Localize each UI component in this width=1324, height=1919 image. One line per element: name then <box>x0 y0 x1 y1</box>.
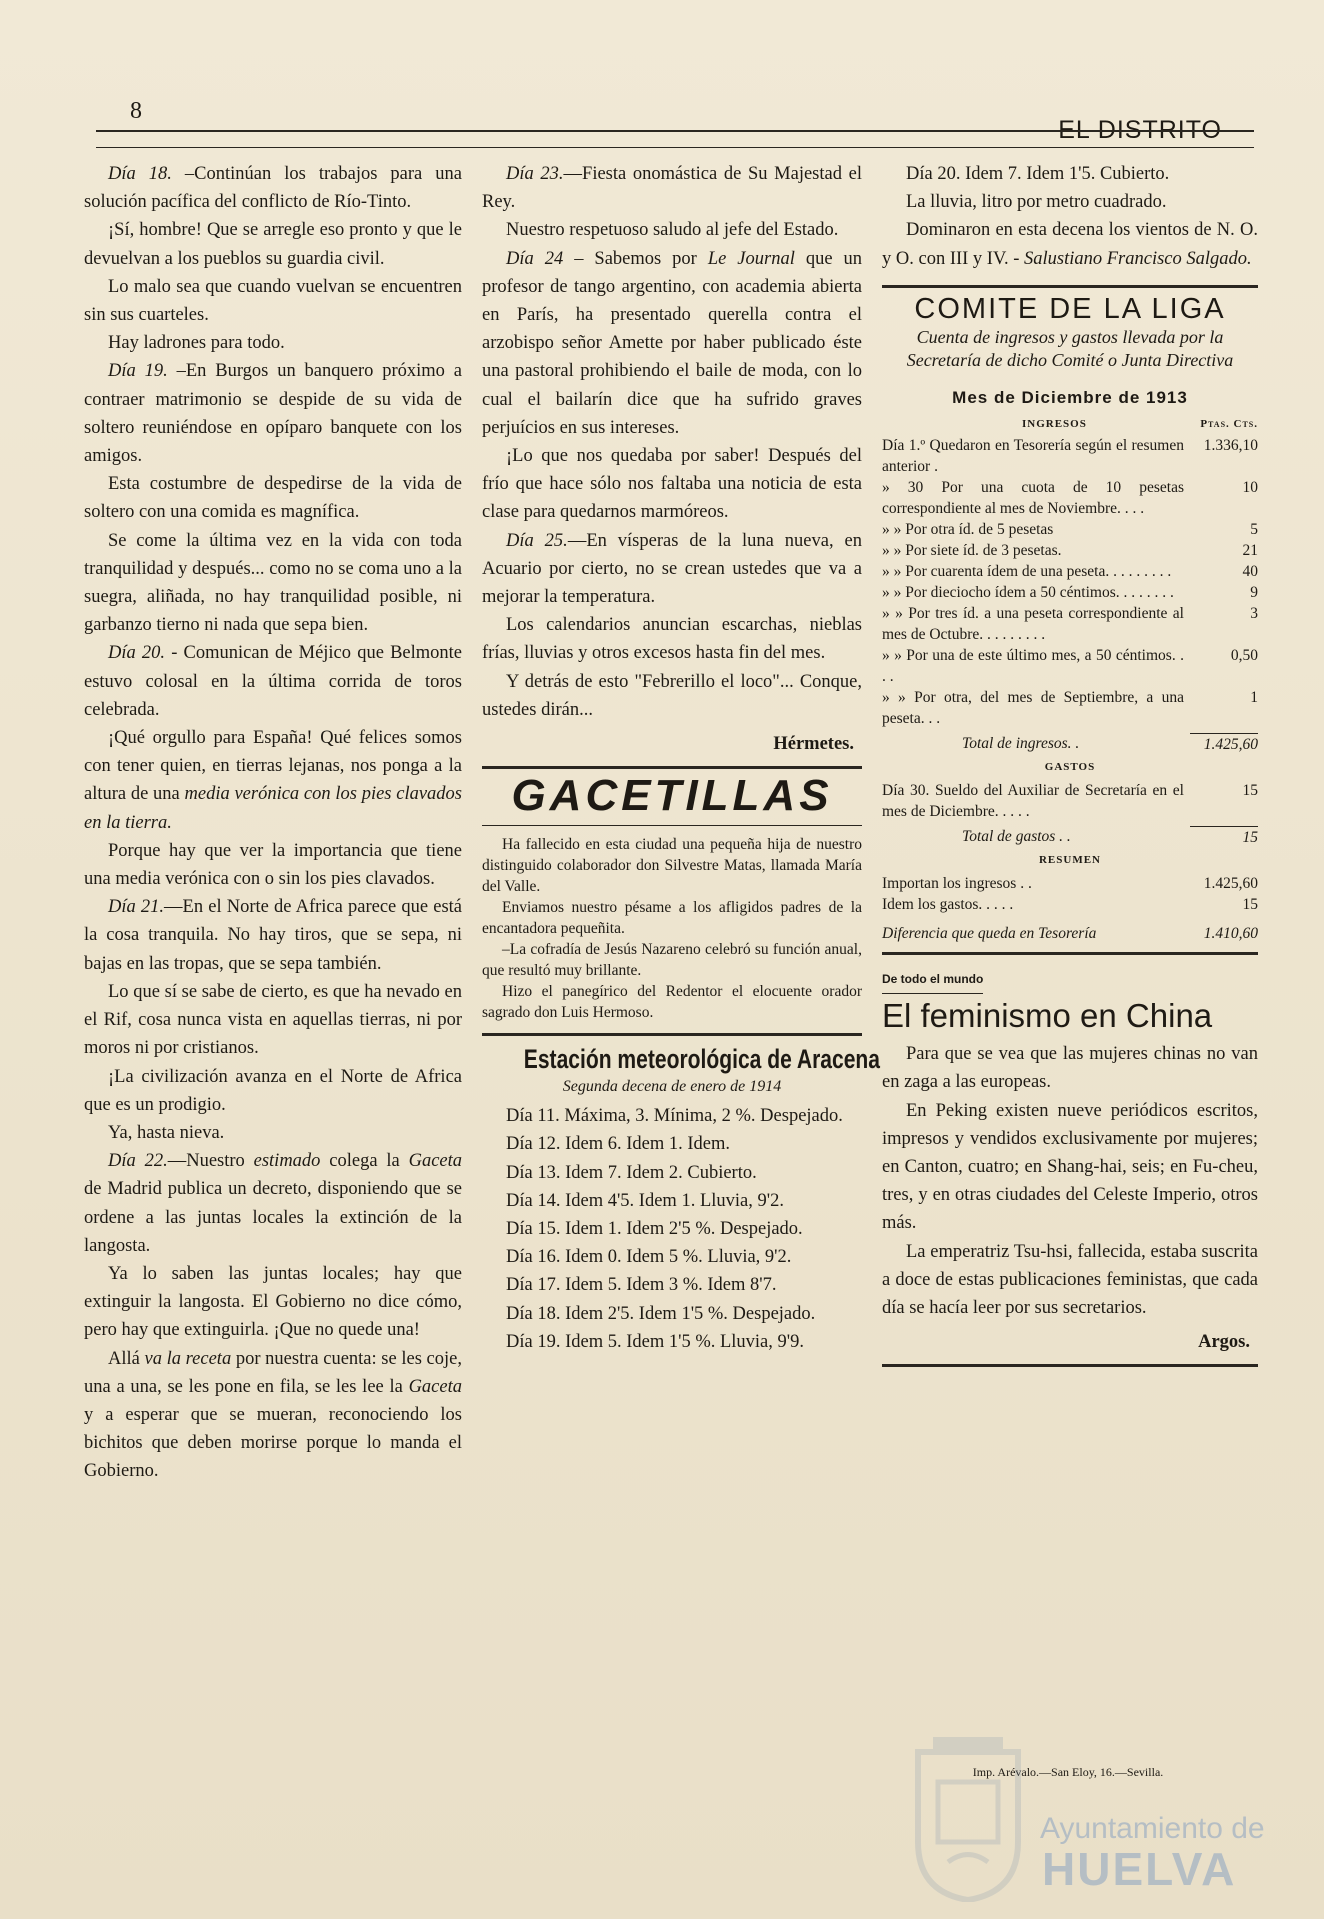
chronicle-paragraph: Se come la última vez en la vida con toda tranquilidad y después... como no se coma uno a la suegra, aliñada, no hay tranquilidad posible, ni garbanzo tierno ni nada que sepa bien. <box>84 530 462 636</box>
ingreso-row-amount: 1.336,10 <box>1203 437 1258 455</box>
chronicle-paragraph: Nuestro respetuoso saludo al jefe del Estado. <box>506 220 839 241</box>
ingreso-row-amount: 21 <box>1242 542 1258 560</box>
ingreso-row-desc: » » Por otra, del mes de Septiembre, a una peseta. . . <box>882 689 1184 728</box>
chronicle-paragraph: Esta costumbre de despedirse de la vida de soltero con una comida es magnífica. <box>84 474 462 523</box>
ingreso-row-desc: » » Por una de este último mes, a 50 céntimos. . . . <box>882 647 1184 686</box>
ingreso-row-amount: 1 <box>1250 689 1258 707</box>
section-rule <box>882 1364 1258 1367</box>
column-left <box>84 160 462 1486</box>
section-rule-thin <box>482 825 862 826</box>
gasto-row-desc: Día 30. Sueldo del Auxiliar de Secretaría en el mes de Diciembre. . . . . <box>882 782 1184 821</box>
daily-chronicle <box>84 160 462 1486</box>
ingreso-row <box>882 540 1258 561</box>
total-gastos-row <box>882 826 1258 848</box>
estacion-subtitle: Segunda decena de enero de 1914 <box>562 1078 782 1096</box>
ingreso-row-desc: » » Por dieciocho ídem a 50 céntimos. . . . . . . . <box>882 584 1174 602</box>
chronicle-paragraph: ¡Qué orgullo para España! Qué felices somos con tener quien, en tierras lejanas, nos ponga a la altura de una media verónica con los pies clavados en la tierra. <box>84 728 462 833</box>
weather-entry: Día 15. Idem 1. Idem 2'5 %. Despejado. <box>506 1219 803 1240</box>
gacetillas-title: GACETILLAS <box>511 771 833 821</box>
gastos-label: GASTOS <box>1044 761 1096 774</box>
gacetillas-body <box>482 834 862 1023</box>
feminismo-title: El feminismo en China <box>882 997 1213 1035</box>
page-number: 8 <box>130 98 142 124</box>
gasto-row <box>882 780 1258 822</box>
ingreso-row-amount: 10 <box>1242 479 1258 497</box>
gacetilla-paragraph: –La cofradía de Jesús Nazareno celebró su función anual, que resultó muy brillante. <box>482 941 862 980</box>
ingreso-row-desc: » » Por siete íd. de 3 pesetas. <box>882 542 1062 560</box>
weather-entry: Día 17. Idem 5. Idem 3 %. Idem 8'7. <box>506 1275 777 1296</box>
city-crest-icon <box>908 1732 1028 1902</box>
weather-entry: La lluvia, litro por metro cuadrado. <box>906 192 1167 213</box>
gacetilla-paragraph: Ha fallecido en esta ciudad una pequeña hija de nuestro distinguido colaborador don Silvestre Matas, llamada María del Valle. <box>482 836 862 896</box>
chronicle-paragraph: Lo que sí se sabe de cierto, es que ha nevado en el Rif, cosa nunca vista en aquellas tierras, ni por moros ni por cristianos. <box>84 981 462 1059</box>
chronicle-paragraph: Ya, hasta nieva. <box>108 1122 225 1143</box>
section-label: De todo el mundo <box>882 965 983 994</box>
ingreso-row-desc: » » Por cuarenta ídem de una peseta. . . . . . . . . <box>882 563 1172 581</box>
chronicle-paragraph: Hay ladrones para todo. <box>108 333 285 354</box>
section-rule <box>482 1033 862 1036</box>
ingreso-row-desc: » » Por otra íd. de 5 pesetas <box>882 521 1054 539</box>
chronicle-paragraph: ¡La civilización avanza en el Norte de Africa que es un prodigio. <box>84 1066 462 1115</box>
resumen-list <box>882 873 1258 915</box>
weather-entry: Día 19. Idem 5. Idem 1'5 %. Lluvia, 9'9. <box>506 1331 804 1352</box>
weather-entries <box>482 1102 862 1356</box>
ingreso-row <box>882 603 1258 645</box>
ingreso-row <box>882 435 1258 477</box>
liga-subtitle: Cuenta de ingresos y gastos llevada por la Secretaría de dicho Comité o Junta Directiva <box>906 326 1234 370</box>
chronicle-paragraph: Lo malo sea que cuando vuelvan se encuentren sin sus cuarteles. <box>84 276 462 326</box>
daily-chronicle-continued <box>482 160 862 724</box>
gacetilla-paragraph: Hizo el panegírico del Redentor el elocuente orador sagrado don Luis Hermoso. <box>482 983 862 1022</box>
liga-month: Mes de Diciembre de 1913 <box>952 387 1188 407</box>
ingreso-row <box>882 561 1258 582</box>
ingreso-row <box>882 519 1258 540</box>
weather-entry: Día 20. Idem 7. Idem 1'5. Cubierto. <box>906 164 1170 184</box>
weather-entry: Dominaron en esta decena los vientos de N. O. y O. con III y IV. - Salustiano Francisco Salgado. <box>882 220 1258 269</box>
ingreso-row-amount: 40 <box>1242 563 1258 581</box>
ingresos-label: INGRESOS <box>1022 418 1087 431</box>
chronicle-paragraph: Allá va la receta por nuestra cuenta: se les coje, una a una, se les pone en fila, se les lee la Gaceta y a esperar que se mueran, reconociendo los bichitos que deben morirse porque lo manda el Gobierno. <box>84 1348 462 1482</box>
weather-entry: Día 14. Idem 4'5. Idem 1. Lluvia, 9'2. <box>506 1190 784 1211</box>
ingreso-row-amount: 0,50 <box>1230 647 1258 665</box>
resumen-row <box>882 894 1258 915</box>
feminismo-paragraph: En Peking existen nueve periódicos escritos, impresos y vendidos exclusivamente por mujeres; en Canton, cuatro; en Shang-hai, seis; en Fu-cheu, tres, y en otras ciudades del Celeste Imperio, otros más. <box>882 1100 1258 1234</box>
weather-entry: Día 13. Idem 7. Idem 2. Cubierto. <box>506 1162 757 1183</box>
chronicle-paragraph: Día 24 – Sabemos por Le Journal que un profesor de tango argentino, con academia abierta en París, ha presentado querella contra el arzobispo señor Amette por haber publicado éste una pastoral prohibiendo el baile de moda, con lo cual el bailarín dice que ha sufrido graves perjuícios en sus intereses. <box>482 248 862 438</box>
ingreso-row-amount: 3 <box>1250 605 1258 623</box>
diferencia-label: Diferencia que queda en Tesorería <box>882 925 1097 943</box>
section-rule <box>482 766 862 769</box>
feminismo-signature: Argos. <box>1198 1332 1250 1353</box>
weather-entries-continued <box>882 160 1258 273</box>
diferencia-row <box>882 923 1258 944</box>
resumen-row-desc: Importan los ingresos . . <box>882 875 1032 893</box>
resumen-label: RESUMEN <box>1038 854 1101 867</box>
imprint: Imp. Arévalo.—San Eloy, 16.—Sevilla. <box>972 1765 1164 1779</box>
feminismo-paragraph: Para que se vea que las mujeres chinas no van en zaga a las europeas. <box>882 1044 1258 1093</box>
ingreso-row-desc: » 30 Por una cuota de 10 pesetas correspondiente al mes de Noviembre. . . . <box>882 479 1184 518</box>
resumen-row-amount: 1.425,60 <box>1203 875 1258 893</box>
ingreso-row-desc: » » Por tres íd. a una peseta correspondiente al mes de Octubre. . . . . . . . . <box>882 605 1184 644</box>
chronicle-paragraph: ¡Sí, hombre! Que se arregle eso pronto y que le devuelvan a los pueblos su guardia civil. <box>84 220 462 269</box>
diferencia-value: 1.410,60 <box>1203 925 1258 943</box>
ingresos-header <box>882 414 1258 435</box>
chronicle-paragraph: Día 19. –En Burgos un banquero próximo a contraer matrimonio se despide de su vida de soltero reuniéndose en opíparo banquete con los amigos. <box>84 361 463 467</box>
chronicle-paragraph: Los calendarios anuncian escarchas, nieblas frías, lluvias y otros excesos hasta fin del mes. <box>482 615 862 664</box>
chronicle-paragraph: Día 21.—En el Norte de Africa parece que está la cosa tranquila. No hay tiros, que se sepa, ni bajas en las tropas, que se sepa también. <box>84 897 463 974</box>
column-middle <box>482 160 880 1356</box>
chronicle-signature: Hérmetes. <box>773 734 854 755</box>
resumen-row <box>882 873 1258 894</box>
liga-accounts <box>882 414 1258 944</box>
total-gastos-label: Total de gastos . . <box>962 828 1071 846</box>
total-gastos-value: 15 <box>1190 826 1258 848</box>
gasto-row-amount: 15 <box>1242 782 1258 800</box>
resumen-row-desc: Idem los gastos. . . . . <box>882 896 1014 914</box>
total-ingresos-value: 1.425,60 <box>1190 733 1258 755</box>
weather-entry: Día 11. Máxima, 3. Mínima, 2 %. Despejado. <box>506 1106 843 1127</box>
watermark-line2: HUELVA <box>1042 1843 1237 1895</box>
ingresos-list <box>882 435 1258 729</box>
total-ingresos-label: Total de ingresos. . <box>962 735 1080 753</box>
feminismo-paragraph: La emperatriz Tsu-hsi, fallecida, estaba suscrita a doce de estas publicaciones feministas, que cada día se hacía leer por sus secretarios. <box>882 1241 1258 1319</box>
section-rule <box>882 285 1258 288</box>
header-rule <box>96 130 1254 132</box>
chronicle-paragraph: ¡Lo que nos quedaba por saber! Después del frío que hace sólo nos faltaba una noticia de esta clase para quedarnos marmóreos. <box>482 446 862 523</box>
header-rule-thin <box>96 147 1254 148</box>
feminismo-body <box>882 1040 1258 1322</box>
column-right <box>882 160 1258 1369</box>
ingreso-row-amount: 9 <box>1250 584 1258 602</box>
gacetilla-paragraph: Enviamos nuestro pésame a los afligidos padres de la encantadora pequeñita. <box>482 899 862 938</box>
chronicle-paragraph: Día 25.—En vísperas de la luna nueva, en Acuario por cierto, no se crean ustedes que va a mejorar la temperatura. <box>482 530 862 608</box>
chronicle-paragraph: Día 18. –Continúan los trabajos para una solución pacífica del conflicto de Río-Tinto. <box>84 164 462 213</box>
ingreso-row-desc: Día 1.º Quedaron en Tesorería según el resumen anterior . <box>882 437 1184 476</box>
currency-label: Ptas. Cts. <box>1200 418 1258 431</box>
chronicle-paragraph: Y detrás de esto "Febrerillo el loco"... Conque, ustedes dirán... <box>482 671 862 720</box>
liga-title: COMITE DE LA LIGA <box>914 292 1226 325</box>
weather-entry: Día 18. Idem 2'5. Idem 1'5 %. Despejado. <box>506 1303 816 1324</box>
ingreso-row <box>882 477 1258 519</box>
watermark-line1: Ayuntamiento de <box>1040 1812 1265 1845</box>
total-ingresos-row <box>882 733 1258 755</box>
chronicle-paragraph: Día 23.—Fiesta onomástica de Su Majestad el Rey. <box>482 164 862 213</box>
chronicle-paragraph: Porque hay que ver la importancia que tiene una media verónica con o sin los pies clavados. <box>84 840 462 890</box>
ingreso-row-amount: 5 <box>1250 521 1258 539</box>
ingreso-row <box>882 645 1258 687</box>
weather-entry: Día 12. Idem 6. Idem 1. Idem. <box>506 1134 730 1155</box>
weather-entry: Día 16. Idem 0. Idem 5 %. Lluvia, 9'2. <box>506 1247 792 1268</box>
resumen-row-amount: 15 <box>1242 896 1258 914</box>
chronicle-paragraph: Día 22.—Nuestro estimado colega la Gaceta de Madrid publica un decreto, disponiendo que se ordene a las juntas locales la extinción de la langosta. <box>84 1151 463 1256</box>
gastos-list <box>882 780 1258 822</box>
ingreso-row <box>882 582 1258 603</box>
chronicle-paragraph: Ya lo saben las juntas locales; hay que extinguir la langosta. El Gobierno no dice cómo, pero hay que extinguirla. ¡Que no quede una! <box>84 1263 462 1341</box>
newspaper-title: EL DISTRITO <box>1058 116 1222 144</box>
estacion-title: Estación meteorológica de Aracena <box>523 1044 880 1075</box>
section-rule <box>882 952 1258 955</box>
ingreso-row <box>882 687 1258 729</box>
chronicle-paragraph: Día 20. - Comunican de Méjico que Belmonte estuvo colosal en la última corrida de toros celebrada. <box>84 643 462 720</box>
